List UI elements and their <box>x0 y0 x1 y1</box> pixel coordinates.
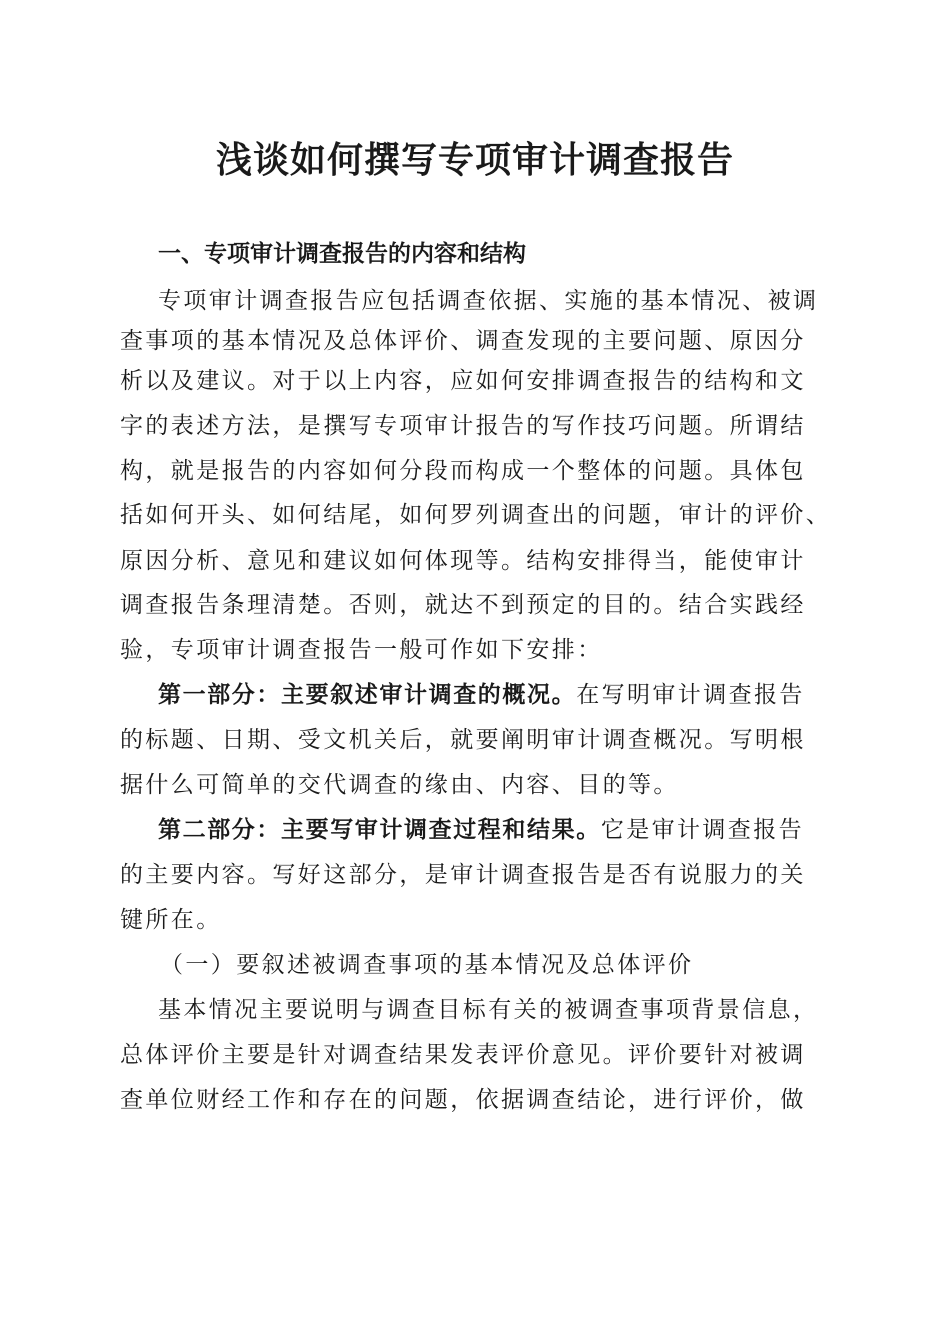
paragraph-line: 据什么可简单的交代调查的缘由、内容、目的等。 <box>120 772 679 798</box>
paragraph-line: 总体评价主要是针对调查结果发表评价意见。评价要针对被调 <box>120 1042 806 1068</box>
paragraph-line: 验，专项审计调查报告一般可作如下安排： <box>120 637 603 663</box>
part2-lead-rest: 它是审计调查报告 <box>600 817 805 843</box>
part2-bold-lead: 第二部分：主要写审计调查过程和结果。 <box>158 817 601 843</box>
subheading: （一）要叙述被调查事项的基本情况及总体评价 <box>160 952 694 978</box>
paragraph-line: 的主要内容。写好这部分，是审计调查报告是否有说服力的关 <box>120 862 806 888</box>
paragraph-line: 的标题、日期、受文机关后，就要阐明审计调查概况。写明根 <box>120 727 806 753</box>
paragraph-line: 查事项的基本情况及总体评价、调查发现的主要问题、原因分 <box>120 328 806 354</box>
part1-lead-rest: 在写明审计调查报告 <box>576 682 805 708</box>
paragraph-line: 基本情况主要说明与调查目标有关的被调查事项背景信息， <box>158 997 819 1023</box>
paragraph-line: 构，就是报告的内容如何分段而构成一个整体的问题。具体包 <box>120 458 806 484</box>
paragraph-line: 调查报告条理清楚。否则，就达不到预定的目的。结合实践经 <box>120 592 806 618</box>
part1-line <box>158 675 832 715</box>
paragraph-line: 查单位财经工作和存在的问题，依据调查结论，进行评价，做 <box>120 1087 806 1113</box>
paragraph-line: 字的表述方法，是撰写专项审计报告的写作技巧问题。所谓结 <box>120 413 806 439</box>
document-title: 浅谈如何撰写专项审计调查报告 <box>215 139 734 181</box>
part2-line <box>158 810 832 850</box>
paragraph-line: 原因分析、意见和建议如何体现等。结构安排得当，能使审计 <box>120 548 806 574</box>
section-heading: 一、专项审计调查报告的内容和结构 <box>158 241 526 267</box>
paragraph-line: 专项审计调查报告应包括调查依据、实施的基本情况、被调 <box>158 288 819 314</box>
paragraph-line: 键所在。 <box>120 907 222 933</box>
part1-bold-lead: 第一部分：主要叙述审计调查的概况。 <box>158 682 577 708</box>
paragraph-line: 括如何开头、如何结尾，如何罗列调查出的问题，审计的评价、 <box>120 502 832 528</box>
paragraph-line: 析以及建议。对于以上内容，应如何安排调查报告的结构和文 <box>120 368 806 394</box>
